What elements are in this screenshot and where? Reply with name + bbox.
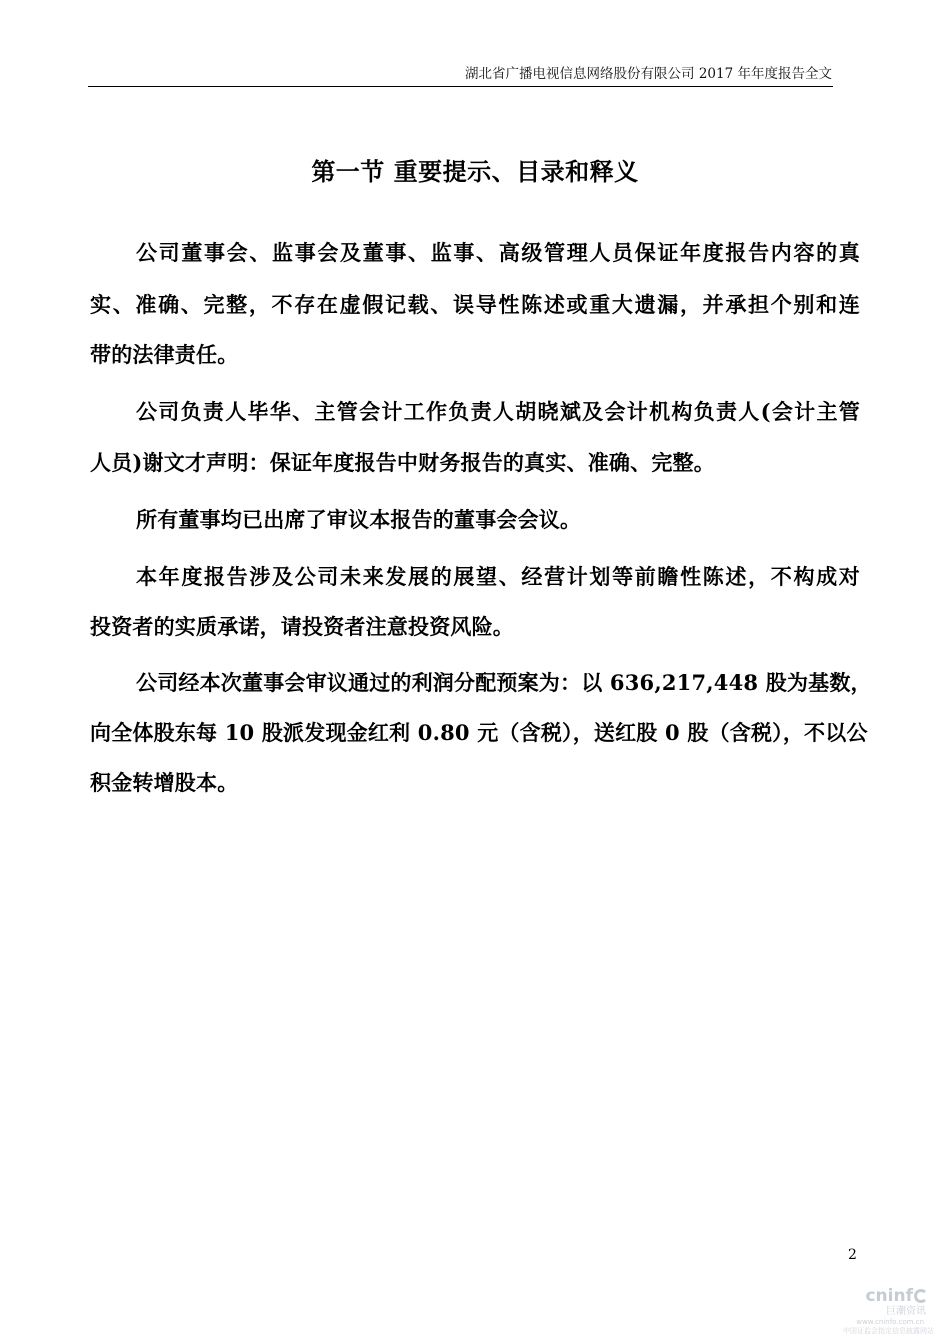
paragraph-4-line-1: 本年度报告涉及公司未来发展的展望、经营计划等前瞻性陈述，不构成对 bbox=[136, 564, 860, 589]
paragraph-2-line-2: 人员)谢文才声明：保证年度报告中财务报告的真实、准确、完整。 bbox=[90, 450, 715, 475]
paragraph-5-line-1: 公司经本次董事会审议通过的利润分配预案为：以 636,217,448 股为基数， bbox=[136, 670, 872, 695]
watermark-logo bbox=[865, 1286, 928, 1306]
paragraph-4-line-2: 投资者的实质承诺，请投资者注意投资风险。 bbox=[90, 614, 514, 639]
watermark-url: www.cninfo.com.cn bbox=[856, 1318, 924, 1326]
paragraph-1-line-3: 带的法律责任。 bbox=[90, 342, 239, 367]
paragraph-5-line-2: 向全体股东每 10 股派发现金红利 0.80 元（含税），送红股 0 股（含税），不以公 bbox=[90, 720, 868, 745]
swirl-logo-icon bbox=[914, 1289, 928, 1303]
watermark-logo-text: cninf bbox=[865, 1286, 913, 1306]
watermark-bottom-text: 中国证监会指定信息披露网站 bbox=[843, 1327, 934, 1335]
paragraph-2-line-1: 公司负责人毕华、主管会计工作负责人胡晓斌及会计机构负责人(会计主管 bbox=[136, 399, 860, 424]
cninfo-watermark bbox=[842, 1286, 942, 1338]
paragraph-5-line-3: 积金转增股本。 bbox=[90, 770, 239, 795]
paragraph-1-line-2: 实、准确、完整，不存在虚假记载、误导性陈述或重大遗漏，并承担个别和连 bbox=[90, 292, 860, 317]
watermark-subtitle: 巨潮资讯 bbox=[886, 1306, 926, 1317]
header-rule bbox=[88, 86, 833, 87]
running-header-title: 湖北省广播电视信息网络股份有限公司 2017 年年度报告全文 bbox=[465, 66, 832, 82]
section-title: 第一节 重要提示、目录和释义 bbox=[311, 157, 639, 186]
paragraph-1-line-1: 公司董事会、监事会及董事、监事、高级管理人员保证年度报告内容的真 bbox=[136, 240, 860, 265]
paragraph-3-line-1: 所有董事均已出席了审议本报告的董事会会议。 bbox=[136, 507, 582, 532]
page-number: 2 bbox=[848, 1247, 857, 1263]
